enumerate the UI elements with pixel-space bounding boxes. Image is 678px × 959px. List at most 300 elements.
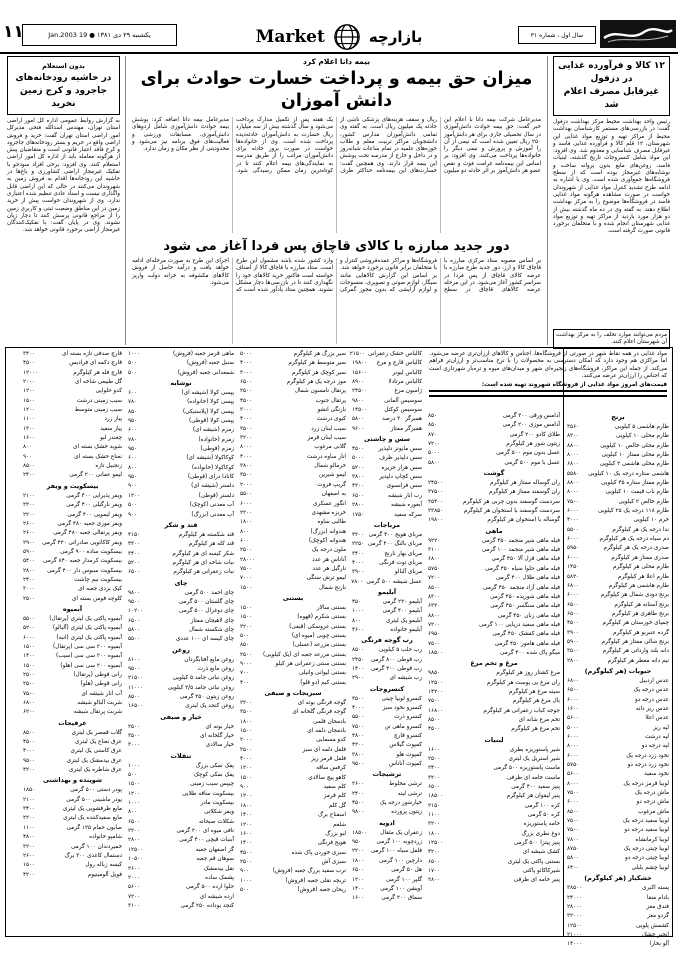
- price-row: [352, 550, 422, 559]
- price-row: [428, 602, 560, 611]
- item-name: دارچین ۱۰۰ گرمی: [379, 857, 422, 864]
- price-row: [352, 473, 422, 482]
- item-name: ویفر لیمویی ۴۰۰ گرمی: [67, 511, 122, 518]
- item-price: ۱۵۰۰: [240, 728, 253, 735]
- price-row: [240, 623, 346, 632]
- section-header: قند و شکر: [164, 520, 198, 529]
- price-row: [240, 669, 346, 678]
- item-price: ۶۵۰۰: [128, 617, 141, 624]
- item-price: ۴۵۰۰: [352, 800, 365, 807]
- item-name: گلاب قمصر یک لیتری: [71, 729, 122, 736]
- price-row: [240, 886, 346, 895]
- item-price: ۲۵۰۰: [240, 858, 253, 865]
- price-row: [23, 492, 122, 501]
- item-name: ران مرغ بی پوست هر کیلوگرم: [486, 679, 560, 686]
- item-price: ۲۶۰۰: [352, 781, 365, 788]
- price-row: [428, 479, 560, 488]
- headline-line: ۱۲ کالا و فرآورده غذایی: [558, 61, 665, 71]
- price-row: [23, 369, 122, 378]
- item-name: گوساله با استخوان هر کیلوگرم: [487, 517, 560, 524]
- item-name: ویفر کاکائویی صادراتی ۴۲۰ گرمی: [42, 539, 122, 546]
- item-name: چای احمد ۵۰۰ گرمی: [184, 589, 234, 596]
- item-name: آبنبات قیچی ۴۰۰ گرمی: [179, 837, 234, 844]
- article-center: [126, 56, 547, 345]
- item-name: حلوا ارده ۵۰۰ گرمی: [186, 884, 234, 891]
- item-name: پفک نمکی بزرگ: [195, 762, 234, 769]
- price-row: [240, 378, 346, 387]
- item-price: ۱۴۲۰۰: [428, 688, 444, 695]
- item-price: ۵۰۰۰: [240, 351, 253, 357]
- price-row: [352, 387, 422, 396]
- price-row: [23, 434, 122, 443]
- item-name: خربزه مشهدی: [311, 509, 346, 516]
- price-row: [240, 858, 346, 867]
- price-row: [428, 746, 560, 755]
- price-row: [128, 893, 234, 902]
- section-header: ماهی: [485, 526, 503, 535]
- item-name: پنیر سفید ۴۰۰ گرمی: [511, 784, 560, 791]
- item-name: پپسی کولا (قوطی): [189, 418, 234, 425]
- item-name: خرم ۱۰ کیلویی: [633, 517, 669, 524]
- price-row: [23, 757, 122, 766]
- price-row: [23, 624, 122, 633]
- price-row: [240, 755, 346, 764]
- price-row: [428, 431, 560, 440]
- market-price-table: [5, 347, 673, 948]
- price-row: [567, 742, 669, 751]
- double-rule: [429, 390, 667, 397]
- price-row: [23, 690, 122, 699]
- section-header: تنقلات: [170, 751, 192, 760]
- item-name: فیله ماهی قزل آلا ۴۵۰ گرمی: [491, 556, 560, 563]
- item-name: سیر بزرگ هر کیلوگرم: [293, 351, 346, 357]
- price-row: [567, 714, 669, 723]
- price-row: [428, 584, 560, 593]
- price-row: [428, 716, 560, 725]
- price-row: [23, 387, 122, 396]
- item-price: ۶۰۰۰: [567, 696, 580, 703]
- item-price: ۶۸۰۰: [567, 677, 580, 684]
- price-row: [240, 556, 346, 565]
- item-price: ۴۵۰۰: [23, 360, 36, 367]
- price-row: [128, 408, 234, 417]
- headline-line: غیرقابل مصرف اعلام شد: [563, 87, 660, 110]
- item-price: ۶۰۰۰: [567, 592, 580, 599]
- item-name: اسفناج برگ: [318, 812, 346, 819]
- price-row: [23, 652, 122, 661]
- price-row: [352, 425, 422, 434]
- item-name: بستنی لیوانی وانیلی: [299, 670, 346, 677]
- item-price: ۹۶۰۰: [352, 425, 365, 432]
- item-name: هاشمی ستاره درجه یک ۱۰ کیلویی: [588, 470, 669, 477]
- item-price: ۱۸۵۰: [23, 787, 36, 794]
- item-name: پنیر لیقوان هر کیلوگرم: [506, 793, 560, 800]
- price-row: [428, 867, 560, 876]
- item-price: ۸۰۰۰: [567, 452, 580, 459]
- price-row: [352, 741, 422, 750]
- price-row: [240, 369, 346, 378]
- item-price: ۱۷۵۰: [352, 511, 365, 518]
- item-name: سس هزار جزیره: [381, 464, 422, 471]
- item-name: ماست خامه ای ظرفی: [506, 774, 560, 781]
- item-name: عدس اردبیل: [639, 677, 669, 684]
- price-row: [352, 876, 422, 885]
- price-row: [567, 696, 669, 705]
- item-price: ۴۵۰: [352, 598, 362, 605]
- item-price: ۶۸۰۰: [567, 582, 580, 589]
- item-name: عرق بیدمشک یک لیتری: [66, 757, 122, 764]
- item-name: سبزی آش: [321, 858, 346, 865]
- price-row: [23, 738, 122, 747]
- price-row: [428, 848, 560, 857]
- item-price: ۲۴۰۰۰: [567, 894, 583, 901]
- price-row: [428, 811, 560, 820]
- item-price: ۳۵۰۰: [352, 695, 365, 702]
- price-row: [352, 492, 422, 501]
- item-name: سماق ۲۰۰ گرمی: [381, 895, 422, 902]
- item-price: ۱۱۰۰۰: [128, 684, 144, 691]
- item-name: لیمو شیرین: [318, 472, 346, 479]
- item-name: فیله ماهی کفشک ۴۵۰ گرمی: [492, 631, 560, 638]
- price-row: [240, 500, 346, 509]
- item-name: بیسکویت کرمدار جعبه ۸۴۰ گرمی: [43, 558, 122, 565]
- item-price: ۱۴۵۰۰: [352, 407, 368, 414]
- item-price: ۱۴۰۰: [240, 812, 253, 819]
- item-name: کنجد بوداده ۲۵۰ گرمی: [180, 902, 234, 909]
- article-land-body: به گزارش روابط عمومی اداره کل امور اراضی استان تهران، مهندس اسدالله فتحی مدیرکل امور اراضی استان تهران گفت: خرید و فروش اراضی واقع در حریم و بستر رودخانه‌های جاجرود و کرج فاقد اعتبار قانونی است و متقاضیان پیش از هرگونه معامله باید از اداره کل امور اراضی استعلام کنند. وی افزود: برخی افراد سودجو با تفکیک غیرمجاز اراضی کشاورزی و باغ‌ها در حاشیه این رودخانه‌ها اقدام به فروش زمین به شهروندان می‌کنند در حالی که این اراضی قابل واگذاری نیست و اسناد عادی تنظیم شده اعتباری ندارد. وی از شهروندان خواست پیش از خرید زمین در این مناطق وضعیت ثبتی و کاربری زمین را از مراجع قانونی پرسش کنند تا دچار زیان نشوند. وی در پایان گفت: با تفکیک‌کنندگان غیرمجاز اراضی برخورد قانونی خواهد شد.: [7, 118, 120, 234]
- item-name: گل طبیعی شاخه ای: [75, 379, 122, 386]
- item-name: زردچوبه ۱۰۰ گرمی: [376, 839, 422, 846]
- item-name: عدس درجه دو: [634, 696, 669, 703]
- masthead-title-fa: بازارچه: [368, 28, 423, 46]
- price-row: [23, 520, 122, 529]
- price-row: [567, 940, 669, 949]
- item-name: پشمک ساده: [205, 874, 234, 881]
- price-row: [240, 565, 346, 574]
- article-dezful-headline: [553, 56, 670, 116]
- item-price: ۹۸۰۰: [352, 809, 365, 816]
- price-row: [428, 755, 560, 764]
- item-name: آبمیوه پاکتی یک لیتری (انبه): [56, 634, 122, 641]
- item-price: ۸۹۰۰: [352, 379, 365, 386]
- item-price: ۴۲۰۰: [23, 767, 36, 774]
- market-columns: [6, 348, 672, 948]
- price-row: [428, 537, 560, 546]
- price-row: [567, 488, 669, 497]
- item-price: ۲۷۵۰۰: [428, 489, 444, 496]
- item-name: دوغ بطری بزرگ: [521, 830, 560, 837]
- item-price: ۱۵۰۰: [23, 662, 36, 669]
- date-box: یکشنبه ۲۹ دی ۱۳۸۱ ● 19 Jan.2003: [22, 24, 177, 46]
- item-price: ۸۲۰۰: [567, 433, 580, 440]
- item-price: ۲۵۰۰: [240, 547, 253, 554]
- item-name: رب شیشه ای: [389, 675, 422, 682]
- item-name: لوبیا کرمانشاه: [635, 836, 669, 843]
- item-price: ۱۴۰۰: [240, 840, 253, 847]
- item-price: ۸۱۰۰: [128, 656, 141, 663]
- price-row: [240, 434, 346, 443]
- item-name: ویفر پذیرایی ۴۰۰ گرمی: [66, 492, 122, 499]
- price-row: [352, 607, 422, 616]
- item-price: ۸۰۰۰: [240, 444, 253, 451]
- item-price: ۹۵۰۰: [352, 761, 365, 768]
- item-price: ۹۸۰۰: [128, 589, 141, 596]
- item-price: ۶۸۰۰: [428, 556, 441, 563]
- item-name: تربچه نقلی جعبه (فروش): [285, 877, 346, 884]
- item-price: ۱۶۵۰۰: [128, 703, 144, 710]
- item-price: ۶۰۰۰: [240, 500, 253, 507]
- price-row: [567, 507, 669, 516]
- item-name: ماش مرغوب: [638, 808, 669, 815]
- item-price: ۱۸۵۰۰: [428, 793, 444, 800]
- item-price: ۵۰۰: [128, 369, 138, 376]
- price-row: [23, 471, 122, 480]
- price-row: [23, 548, 122, 557]
- price-row: [567, 629, 669, 638]
- item-name: سنبل جعبه (فروش): [186, 360, 234, 367]
- item-name: ترب سفید بزرگ جعبه (فروش): [272, 868, 346, 875]
- item-price: ۶۰۰: [128, 390, 138, 397]
- item-price: ۸۰۰: [128, 809, 138, 816]
- price-row: [567, 647, 669, 656]
- item-price: ۶۰۰۰: [567, 799, 580, 806]
- item-price: ۸۰۰: [128, 464, 138, 471]
- item-price: ۳۸۰۰: [240, 463, 253, 470]
- price-row: [428, 707, 560, 716]
- item-name: کالباس خشک زعفرانی: [368, 351, 422, 357]
- item-name: مربای توت فرنگی: [379, 559, 422, 566]
- item-name: آبمیوه پاکتی یک لیتری (آلبالو): [52, 625, 122, 632]
- item-name: کوکاکولا (خانواده): [191, 464, 234, 471]
- section-header: بستنی: [282, 593, 304, 602]
- item-price: ۱۰۰۰: [128, 800, 141, 807]
- item-name: عسل شیشه ۵۰۰ گرمی: [366, 578, 422, 585]
- price-row: [240, 537, 346, 546]
- item-price: ۱۲۰۰: [128, 790, 141, 797]
- item-price: ۳۰۰۰: [128, 742, 141, 749]
- item-name: شربت پرتقال شیشه: [73, 709, 122, 716]
- item-name: بستنی شکرم (قهوه): [297, 614, 346, 621]
- price-row: [240, 783, 346, 792]
- section-header: شوینده و بهداشتی: [42, 776, 103, 785]
- item-name: فلفل قرمز ریز: [311, 756, 346, 763]
- item-price: ۱۶۸۰۰: [428, 707, 444, 714]
- item-name: فویل آلومینیوم: [87, 871, 122, 878]
- article-land-headline: در حاشیه رودخانه‌های جاجرود و کرج زمین نخرید: [15, 73, 112, 109]
- item-price: ۱۴۰۰: [352, 885, 365, 892]
- item-name: کوکاکولا (شیشه ای): [186, 455, 234, 462]
- price-row: [23, 747, 122, 756]
- item-price: ۸۰۰۰: [567, 780, 580, 787]
- globe-icon: [332, 22, 362, 52]
- price-row: [128, 369, 234, 378]
- item-price: ۴۰۰۰: [240, 416, 253, 423]
- item-name: کنسرو قارچ: [393, 733, 422, 740]
- price-row: [23, 824, 122, 833]
- price-row: [23, 786, 122, 795]
- price-row: [428, 802, 560, 811]
- price-row: [23, 511, 122, 520]
- price-row: [23, 708, 122, 717]
- item-price: ۶۵۰۰: [428, 858, 441, 865]
- item-price: ۴۲۰۰: [352, 483, 365, 490]
- price-row: [428, 440, 560, 449]
- item-price: ۱۲۰۰۰: [23, 369, 39, 376]
- item-price: ۹۰۰: [23, 453, 33, 460]
- price-row: [352, 445, 422, 454]
- item-price: ۱۰۰۰: [352, 608, 365, 615]
- price-row: [240, 746, 346, 755]
- item-name: کلم قرمز: [323, 793, 346, 800]
- price-row: [428, 679, 560, 688]
- item-name: نبات شاخه ای هر کیلوگرم: [172, 559, 234, 566]
- item-name: طلای کادو ۲۰۰ گرمی: [509, 431, 560, 438]
- item-price: ۶۰۰۰: [567, 536, 580, 543]
- price-row: [352, 559, 422, 568]
- price-row: [352, 723, 422, 732]
- price-row: [352, 760, 422, 769]
- item-name: دانه بلند وارداتی هر کیلوگرم: [602, 648, 669, 655]
- item-price: ۳۵۰۰: [240, 425, 253, 432]
- item-name: ماست پاستوریزه ۵۰۰ گرمی: [493, 765, 560, 772]
- price-row: [352, 359, 422, 368]
- price-row: [352, 829, 422, 838]
- price-row: [567, 912, 669, 921]
- item-name: سوسیس آلمانی: [384, 397, 422, 404]
- item-name: دم سیاه درجه یک هر کیلوگرم: [599, 536, 669, 543]
- item-name: آناناس هر عدد: [312, 556, 346, 563]
- item-price: ۵۶۰۰: [567, 715, 580, 722]
- item-price: ۲۰۰۰: [23, 379, 36, 386]
- item-price: ۳۰۰۰: [240, 369, 253, 376]
- section-header: مرغ و تخم مرغ: [470, 659, 518, 668]
- item-price: ۸۷۰: [428, 431, 438, 438]
- price-row: [128, 818, 234, 827]
- price-row: [23, 359, 122, 368]
- section-header: مرباجات: [373, 520, 401, 529]
- price-row: [352, 646, 422, 655]
- item-price: ۲۰۰۰: [240, 737, 253, 744]
- item-name: چمپای خوزستان هر کیلوگرم: [602, 620, 669, 627]
- item-name: ترشی مخلوط: [389, 781, 422, 788]
- item-name: بیسکویت نیم چاشت: [74, 576, 122, 583]
- item-name: آبلیمو یک لیتری: [385, 617, 422, 624]
- price-row: [428, 876, 560, 885]
- item-name: نخود زرد درجه دو: [627, 762, 669, 769]
- item-price: ۷۵۰۰: [567, 498, 580, 505]
- item-price: ۸۵۰۰: [352, 647, 365, 654]
- price-row: [240, 727, 346, 736]
- item-price: ۹۰۰: [128, 483, 138, 490]
- price-row: [428, 593, 560, 602]
- item-price: ۸۵۰۰: [428, 716, 441, 723]
- price-row: [567, 854, 669, 863]
- price-row: [352, 713, 422, 722]
- item-price: ۱۵۰۰: [128, 781, 141, 788]
- item-price: ۹۵۰۰: [23, 757, 36, 764]
- item-price: ۱۵۰۰: [240, 604, 253, 611]
- item-price: ۲۲۰۰: [352, 848, 365, 855]
- item-price: ۷۰۰: [240, 670, 250, 677]
- item-name: کمپوت هلو: [396, 751, 422, 758]
- item-price: ۳۰۰۰: [23, 586, 36, 593]
- price-row: [240, 802, 346, 811]
- item-price: ۴۰۰: [240, 679, 250, 686]
- price-row: [128, 883, 234, 892]
- price-row: [240, 584, 346, 593]
- item-name: آب معدنی (بزرگ): [191, 511, 234, 518]
- item-price: ۲۱۵۰۰: [128, 675, 144, 682]
- item-name: کیوی درشت: [316, 416, 346, 423]
- item-name: فندق مغز: [646, 903, 669, 910]
- item-price: ۸۳۰۰: [428, 593, 441, 600]
- item-name: ندا درجه یک هر کیلوگرم: [612, 526, 669, 533]
- price-row: [567, 554, 669, 563]
- item-price: ۵۸۰۰: [128, 626, 141, 633]
- item-price: ۵۷۵۰: [428, 565, 441, 572]
- price-row: [23, 443, 122, 452]
- price-row: [567, 591, 669, 600]
- item-price: ۲۵۰۰: [23, 595, 36, 602]
- item-price: ۲۵۰۰: [240, 388, 253, 395]
- item-price: ۲۹۰۰: [352, 675, 365, 682]
- item-price: ۴۵۰۰: [352, 446, 365, 453]
- item-price: ۸۷۵۰: [567, 846, 580, 853]
- price-row: [23, 453, 122, 462]
- price-row: [240, 660, 346, 669]
- item-name: خامه پاستوریزه: [523, 821, 560, 828]
- item-price: ۴۰۰۰: [240, 756, 253, 763]
- price-row: [128, 607, 234, 616]
- price-row: [567, 470, 669, 479]
- item-price: ۹۰۰۰: [240, 661, 253, 667]
- price-row: [567, 544, 669, 553]
- item-name: سیر متوسط هر کیلوگرم: [288, 360, 346, 367]
- price-row: [128, 350, 234, 359]
- item-name: مایع سفیدکننده یک لیتری: [63, 815, 122, 822]
- item-price: ۵۸۰۰: [352, 416, 365, 423]
- item-name: میگو پاک شده ۴۰۰ گرمی: [499, 649, 560, 656]
- item-price: ۹۵۰: [128, 418, 138, 425]
- price-row: [428, 640, 560, 649]
- item-name: زعفران یک مثقال: [380, 829, 422, 836]
- item-price: ۸۵۰۰: [23, 729, 36, 736]
- item-price: ۳۵۰۰: [240, 472, 253, 479]
- item-price: ۳۴۰۰: [23, 351, 36, 357]
- price-row: [23, 805, 122, 814]
- price-row: [23, 576, 122, 585]
- item-price: ۱۵۰۰: [23, 397, 36, 404]
- item-price: ۲۸۰۰۰: [567, 903, 583, 910]
- price-row: [23, 680, 122, 689]
- price-row: [352, 866, 422, 875]
- item-price: ۲۲۰۰: [23, 511, 36, 518]
- price-row: [352, 454, 422, 463]
- item-price: ۱۴۰۰: [23, 653, 36, 660]
- price-row: [428, 820, 560, 829]
- section-header: برنج: [611, 413, 625, 421]
- article-smuggling-body: بر اساس مصوبه ستاد مرکزی مبارزه با قاچاق کالا و ارز، دور جدید طرح مبارزه با عرضه کالای قاچاق از پس فردا در سراسر کشور آغاز می‌شود. در این مرحله عرضه کالاهای قاچاق در سطح فروشگاه‌ها و مراکز عمده‌فروشی کنترل و با متخلفان برابر قانون برخورد خواهد شد. بر اساس این گزارش کالاهایی مانند سیگار، لوازم صوتی و تصویری، منسوجات و لوازم آرایشی که بدون مجوز گمرکی وارد کشور شده باشد مشمول این طرح است. ستاد مبارزه با قاچاق کالا از اصناف خواسته است فاکتور خرید کالاهای خود را نگهداری کنند تا در بازرسی‌ها دچار مشکل نشوند. همچنین ستاد یادآور شده است که اجرای این طرح به صورت مرحله‌ای ادامه خواهد یافت و درآمد حاصل از فروش کالاهای مکشوفه به خزانه دولت واریز می‌شود.: [132, 258, 541, 294]
- item-price: ۵۰۰: [240, 886, 250, 893]
- item-price: ۱۲۵۰۰: [428, 679, 444, 686]
- market-column: [425, 348, 563, 936]
- price-row: [428, 792, 560, 801]
- price-row: [352, 790, 422, 799]
- price-row: [567, 535, 669, 544]
- item-name: آبمیوه ۲۰۰ سی سی (سیب): [55, 653, 122, 660]
- price-row: [128, 635, 234, 644]
- item-name: سس دلپذیر ظرف: [379, 455, 422, 462]
